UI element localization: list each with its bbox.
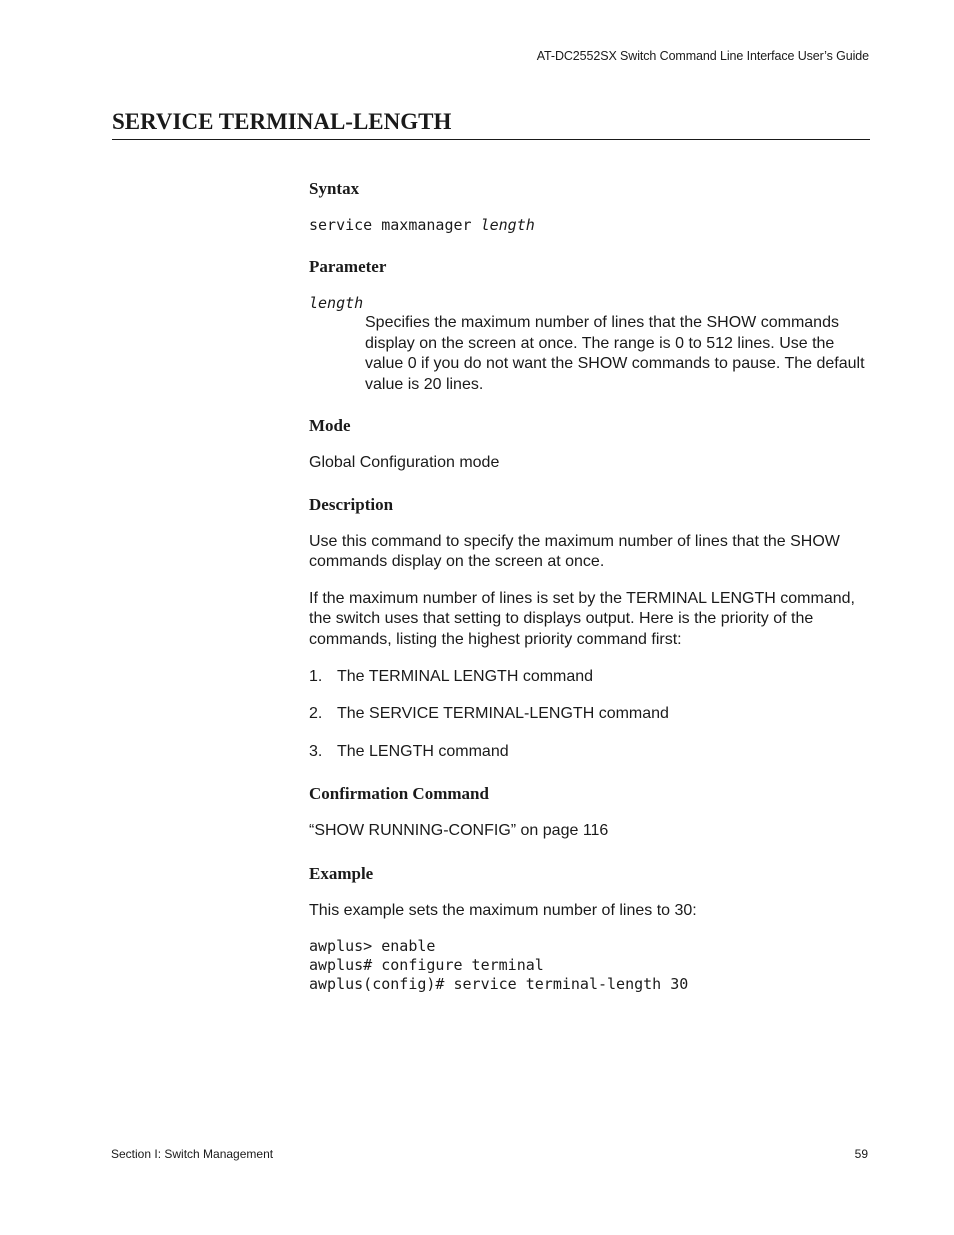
code-line: awplus# configure terminal xyxy=(309,956,544,974)
confirmation-heading: Confirmation Command xyxy=(309,784,489,803)
page-title: SERVICE TERMINAL-LENGTH xyxy=(112,107,870,140)
main-content xyxy=(309,178,871,994)
list-item xyxy=(309,667,871,687)
list-text: The SERVICE TERMINAL-LENGTH command xyxy=(337,705,669,722)
example-text: This example sets the maximum number of lines to 30: xyxy=(309,901,697,919)
example-heading: Example xyxy=(309,863,374,883)
syntax-argument: length xyxy=(480,216,535,234)
description-paragraph-2: If the maximum number of lines is set by the TERMINAL LENGTH command, the switch uses that setting to displays output. Here is the priority of the commands, listing the highest priority command first: xyxy=(309,589,855,648)
priority-list xyxy=(309,667,871,762)
parameter-description: Specifies the maximum number of lines that the SHOW commands display on the screen at once. The range is 0 to 512 lines. Use the value 0 if you do not want the SHOW commands to pause. The default value is 20 lines. xyxy=(365,314,865,393)
code-line: awplus> enable xyxy=(309,937,436,955)
mode-heading: Mode xyxy=(309,416,351,435)
syntax-code xyxy=(309,216,871,235)
list-number: 1. xyxy=(309,668,323,685)
footer-page-number: 59 xyxy=(854,1147,868,1161)
list-number: 3. xyxy=(309,743,323,760)
list-text: The LENGTH command xyxy=(337,743,509,760)
running-header: AT-DC2552SX Switch Command Line Interface User’s Guide xyxy=(536,49,869,63)
list-text: The TERMINAL LENGTH command xyxy=(337,668,594,685)
parameter-heading: Parameter xyxy=(309,257,387,276)
footer-section: Section I: Switch Management xyxy=(111,1147,274,1161)
code-line: awplus(config)# service terminal-length 30 xyxy=(309,975,689,993)
parameter-name: length xyxy=(309,294,364,312)
confirmation-link[interactable]: “SHOW RUNNING-CONFIG” on page 116 xyxy=(309,822,609,839)
list-number: 2. xyxy=(309,705,323,722)
syntax-heading: Syntax xyxy=(309,179,360,198)
syntax-command: service maxmanager xyxy=(309,216,481,234)
description-paragraph-1: Use this command to specify the maximum number of lines that the SHOW commands display on the screen at once. xyxy=(309,532,840,570)
description-heading: Description xyxy=(309,494,394,514)
mode-text: Global Configuration mode xyxy=(309,454,500,471)
list-item xyxy=(309,704,871,724)
example-code-block xyxy=(309,937,871,994)
list-item xyxy=(309,742,871,762)
